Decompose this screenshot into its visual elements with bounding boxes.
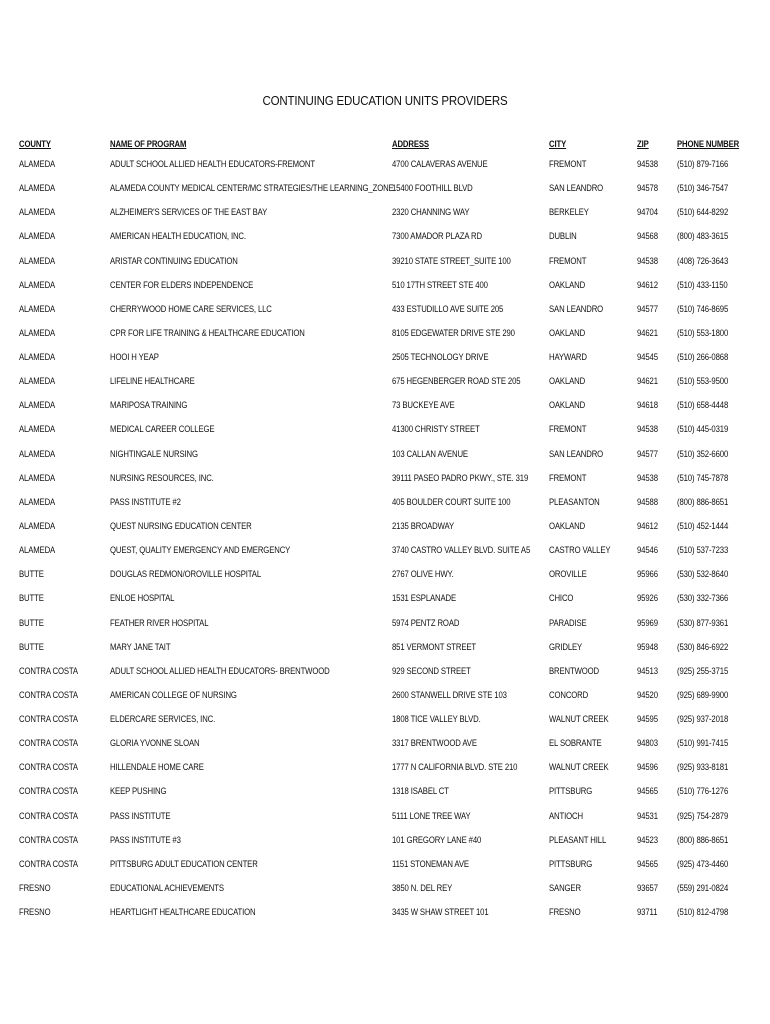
cell-zip: 94565 — [637, 786, 658, 797]
cell-phone: (510) 537-7233 — [677, 545, 729, 556]
cell-phone: (510) 879-7166 — [677, 159, 729, 169]
cell-phone: (530) 846-6922 — [677, 641, 729, 652]
table-row — [0, 207, 770, 221]
table-row — [0, 400, 770, 414]
cell-zip: 94531 — [637, 810, 658, 821]
cell-address: 510 17TH STREET STE 400 — [392, 279, 488, 290]
cell-program: DOUGLAS REDMON/OROVILLE HOSPITAL — [110, 569, 261, 580]
cell-phone: (510) 745-7878 — [677, 472, 729, 483]
cell-address: 5974 PENTZ ROAD — [392, 617, 460, 628]
cell-program: LIFELINE HEALTHCARE — [110, 376, 195, 387]
cell-phone: (800) 886-8651 — [677, 496, 729, 507]
cell-city: FREMONT — [549, 255, 587, 266]
table-row — [0, 304, 770, 318]
cell-city: GRIDLEY — [549, 641, 583, 652]
cell-address: 1318 ISABEL CT — [392, 786, 449, 797]
cell-city: BRENTWOOD — [549, 665, 600, 676]
cell-address: 3740 CASTRO VALLEY BLVD. SUITE A5 — [392, 545, 531, 556]
cell-phone: (530) 332-7366 — [677, 593, 729, 604]
cell-program: CPR FOR LIFE TRAINING & HEALTHCARE EDUCATION — [110, 327, 305, 338]
cell-zip: 94538 — [637, 255, 658, 266]
cell-city: ANTIOCH — [549, 810, 583, 821]
cell-program: PITTSBURG ADULT EDUCATION CENTER — [110, 858, 258, 869]
cell-address: 7300 AMADOR PLAZA RD — [392, 231, 482, 242]
cell-address: 851 VERMONT STREET — [392, 641, 476, 652]
cell-city: CONCORD — [549, 689, 589, 700]
cell-program: ARISTAR CONTINUING EDUCATION — [110, 255, 238, 266]
cell-zip: 94612 — [637, 279, 658, 290]
cell-county: ALAMEDA — [19, 279, 56, 290]
cell-address: 405 BOULDER COURT SUITE 100 — [392, 496, 511, 507]
cell-county: ALAMEDA — [19, 327, 56, 338]
table-row — [0, 449, 770, 463]
cell-phone: (800) 483-3615 — [677, 231, 729, 242]
cell-address: 1151 STONEMAN AVE — [392, 858, 469, 869]
table-row — [0, 545, 770, 559]
cell-county: FRESNO — [19, 882, 51, 893]
cell-zip: 94513 — [637, 665, 658, 676]
cell-phone: (510) 433-1150 — [677, 279, 728, 290]
cell-county: CONTRA COSTA — [19, 786, 78, 797]
cell-county: CONTRA COSTA — [19, 665, 78, 676]
cell-phone: (925) 937-2018 — [677, 714, 729, 724]
cell-zip: 94568 — [637, 231, 658, 242]
cell-county: ALAMEDA — [19, 255, 56, 266]
cell-phone: (408) 726-3643 — [677, 255, 729, 266]
cell-city: PITTSBURG — [549, 786, 593, 797]
cell-program: FEATHER RIVER HOSPITAL — [110, 617, 209, 628]
cell-city: FRESNO — [549, 907, 581, 917]
cell-program: PASS INSTITUTE — [110, 810, 171, 821]
header-county: COUNTY — [19, 139, 51, 149]
cell-zip: 94546 — [637, 545, 658, 556]
cell-city: DUBLIN — [549, 231, 577, 242]
cell-city: FREMONT — [549, 159, 587, 169]
cell-phone: (925) 933-8181 — [677, 762, 729, 773]
cell-city: PLEASANT HILL — [549, 834, 607, 845]
cell-address: 1808 TICE VALLEY BLVD. — [392, 714, 481, 724]
cell-county: FRESNO — [19, 907, 51, 917]
table-row — [0, 642, 770, 656]
cell-city: BERKELEY — [549, 207, 589, 218]
table-row — [0, 256, 770, 270]
cell-phone: (510) 266-0868 — [677, 352, 729, 362]
table-row — [0, 280, 770, 294]
cell-zip: 95948 — [637, 641, 658, 652]
cell-zip: 94621 — [637, 376, 658, 387]
cell-county: BUTTE — [19, 641, 44, 652]
cell-county: CONTRA COSTA — [19, 714, 78, 724]
cell-program: NURSING RESOURCES, INC. — [110, 472, 214, 483]
cell-city: PLEASANTON — [549, 496, 600, 507]
cell-city: WALNUT CREEK — [549, 762, 609, 773]
cell-county: ALAMEDA — [19, 159, 56, 169]
table-row — [0, 593, 770, 607]
cell-address: 103 CALLAN AVENUE — [392, 448, 468, 459]
cell-phone: (510) 553-1800 — [677, 327, 729, 338]
cell-zip: 94595 — [637, 714, 658, 724]
table-row — [0, 835, 770, 849]
table-row — [0, 497, 770, 511]
cell-city: CHICO — [549, 593, 574, 604]
cell-city: SANGER — [549, 882, 581, 893]
cell-address: 39210 STATE STREET_SUITE 100 — [392, 255, 511, 266]
table-row — [0, 811, 770, 825]
table-row — [0, 328, 770, 342]
cell-zip: 94520 — [637, 689, 658, 700]
cell-address: 929 SECOND STREET — [392, 665, 471, 676]
cell-county: ALAMEDA — [19, 400, 56, 411]
cell-program: ADULT SCHOOL ALLIED HEALTH EDUCATORS-FREMONT — [110, 159, 315, 169]
cell-phone: (510) 352-6600 — [677, 448, 729, 459]
table-row — [0, 859, 770, 873]
header-phone: PHONE NUMBER — [677, 139, 740, 149]
cell-program: CENTER FOR ELDERS INDEPENDENCE — [110, 279, 254, 290]
cell-address: 73 BUCKEYE AVE — [392, 400, 455, 411]
header-program: NAME OF PROGRAM — [110, 139, 187, 149]
cell-county: CONTRA COSTA — [19, 689, 78, 700]
cell-address: 5111 LONE TREE WAY — [392, 810, 471, 821]
cell-address: 2767 OLIVE HWY. — [392, 569, 454, 580]
cell-program: KEEP PUSHING — [110, 786, 167, 797]
header-city: CITY — [549, 139, 567, 149]
cell-city: FREMONT — [549, 424, 587, 435]
cell-phone: (925) 689-9900 — [677, 689, 729, 700]
cell-phone: (530) 532-8640 — [677, 569, 729, 580]
cell-program: HEARTLIGHT HEALTHCARE EDUCATION — [110, 907, 256, 917]
cell-zip: 94565 — [637, 858, 658, 869]
cell-phone: (510) 452-1444 — [677, 521, 729, 531]
cell-program: HILLENDALE HOME CARE — [110, 762, 204, 773]
cell-phone: (925) 754-2879 — [677, 810, 729, 821]
cell-zip: 94577 — [637, 303, 658, 314]
cell-program: CHERRYWOOD HOME CARE SERVICES, LLC — [110, 303, 272, 314]
table-row — [0, 424, 770, 438]
cell-county: CONTRA COSTA — [19, 738, 78, 749]
cell-zip: 95926 — [637, 593, 658, 604]
cell-phone: (530) 877-9361 — [677, 617, 729, 628]
cell-phone: (510) 346-7547 — [677, 183, 729, 194]
cell-address: 2135 BROADWAY — [392, 521, 454, 531]
cell-address: 2505 TECHNOLOGY DRIVE — [392, 352, 489, 362]
cell-program: QUEST, QUALITY EMERGENCY AND EMERGENCY — [110, 545, 291, 556]
cell-phone: (925) 255-3715 — [677, 665, 729, 676]
cell-address: 433 ESTUDILLO AVE SUITE 205 — [392, 303, 504, 314]
cell-zip: 94538 — [637, 472, 658, 483]
cell-county: CONTRA COSTA — [19, 762, 78, 773]
cell-city: PITTSBURG — [549, 858, 593, 869]
cell-city: OAKLAND — [549, 327, 586, 338]
table-row — [0, 883, 770, 897]
table-header-row — [0, 139, 770, 153]
cell-program: ENLOE HOSPITAL — [110, 593, 175, 604]
cell-program: QUEST NURSING EDUCATION CENTER — [110, 521, 252, 531]
cell-program: GLORIA YVONNE SLOAN — [110, 738, 200, 749]
cell-city: CASTRO VALLEY — [549, 545, 611, 556]
cell-city: FREMONT — [549, 472, 587, 483]
cell-city: WALNUT CREEK — [549, 714, 609, 724]
cell-city: SAN LEANDRO — [549, 183, 604, 194]
cell-zip: 93711 — [637, 907, 658, 917]
cell-zip: 94618 — [637, 400, 658, 411]
table-row — [0, 183, 770, 197]
table-row — [0, 231, 770, 245]
cell-city: SAN LEANDRO — [549, 448, 604, 459]
cell-county: ALAMEDA — [19, 521, 56, 531]
cell-city: OAKLAND — [549, 279, 586, 290]
table-row — [0, 786, 770, 800]
cell-phone: (510) 553-9500 — [677, 376, 729, 387]
cell-county: ALAMEDA — [19, 545, 56, 556]
cell-address: 1777 N CALIFORNIA BLVD. STE 210 — [392, 762, 518, 773]
cell-zip: 94596 — [637, 762, 658, 773]
cell-program: MARY JANE TAIT — [110, 641, 171, 652]
cell-county: BUTTE — [19, 593, 44, 604]
cell-program: ALZHEIMER'S SERVICES OF THE EAST BAY — [110, 207, 268, 218]
cell-address: 675 HEGENBERGER ROAD STE 205 — [392, 376, 521, 387]
cell-zip: 94803 — [637, 738, 658, 749]
cell-zip: 94538 — [637, 159, 658, 169]
cell-phone: (510) 991-7415 — [677, 738, 729, 749]
cell-address: 39111 PASEO PADRO PKWY., STE. 319 — [392, 472, 529, 483]
table-row — [0, 666, 770, 680]
cell-zip: 94588 — [637, 496, 658, 507]
cell-program: PASS INSTITUTE #3 — [110, 834, 181, 845]
cell-program: HOOI H YEAP — [110, 352, 159, 362]
cell-program: PASS INSTITUTE #2 — [110, 496, 181, 507]
cell-county: ALAMEDA — [19, 472, 56, 483]
table-row — [0, 618, 770, 632]
cell-program: ELDERCARE SERVICES, INC. — [110, 714, 216, 724]
cell-county: ALAMEDA — [19, 303, 56, 314]
cell-program: MARIPOSA TRAINING — [110, 400, 188, 411]
cell-phone: (925) 473-4460 — [677, 858, 729, 869]
cell-program: ADULT SCHOOL ALLIED HEALTH EDUCATORS- BRENTWOOD — [110, 665, 330, 676]
cell-zip: 94612 — [637, 521, 658, 531]
cell-zip: 95966 — [637, 569, 658, 580]
cell-zip: 95969 — [637, 617, 658, 628]
cell-county: ALAMEDA — [19, 424, 56, 435]
cell-zip: 93657 — [637, 882, 658, 893]
cell-county: ALAMEDA — [19, 376, 56, 387]
cell-zip: 94545 — [637, 352, 658, 362]
table-row — [0, 473, 770, 487]
table-row — [0, 714, 770, 728]
table-row — [0, 690, 770, 704]
cell-address: 2600 STANWELL DRIVE STE 103 — [392, 689, 507, 700]
cell-county: CONTRA COSTA — [19, 834, 78, 845]
table-row — [0, 521, 770, 535]
cell-city: OROVILLE — [549, 569, 587, 580]
table-row — [0, 738, 770, 752]
cell-zip: 94621 — [637, 327, 658, 338]
cell-address: 3850 N. DEL REY — [392, 882, 453, 893]
cell-city: EL SOBRANTE — [549, 738, 602, 749]
cell-phone: (510) 644-8292 — [677, 207, 729, 218]
cell-zip: 94523 — [637, 834, 658, 845]
cell-phone: (510) 445-0319 — [677, 424, 729, 435]
cell-zip: 94577 — [637, 448, 658, 459]
cell-county: BUTTE — [19, 569, 44, 580]
page-title: CONTINUING EDUCATION UNITS PROVIDERS — [262, 94, 508, 108]
cell-phone: (510) 812-4798 — [677, 907, 729, 917]
table-row — [0, 907, 770, 921]
cell-city: OAKLAND — [549, 521, 586, 531]
table-row — [0, 762, 770, 776]
cell-county: ALAMEDA — [19, 183, 56, 194]
cell-zip: 94578 — [637, 183, 658, 194]
cell-city: OAKLAND — [549, 376, 586, 387]
cell-address: 101 GREGORY LANE #40 — [392, 834, 482, 845]
cell-city: SAN LEANDRO — [549, 303, 604, 314]
cell-program: AMERICAN HEALTH EDUCATION, INC. — [110, 231, 246, 242]
cell-city: OAKLAND — [549, 400, 586, 411]
table-row — [0, 569, 770, 583]
cell-address: 3435 W SHAW STREET 101 — [392, 907, 489, 917]
cell-county: BUTTE — [19, 617, 44, 628]
cell-county: ALAMEDA — [19, 496, 56, 507]
cell-address: 2320 CHANNING WAY — [392, 207, 470, 218]
cell-phone: (510) 746-8695 — [677, 303, 729, 314]
cell-address: 8105 EDGEWATER DRIVE STE 290 — [392, 327, 515, 338]
cell-address: 41300 CHRISTY STREET — [392, 424, 480, 435]
cell-zip: 94704 — [637, 207, 658, 218]
cell-phone: (559) 291-0824 — [677, 882, 729, 893]
cell-program: AMERICAN COLLEGE OF NURSING — [110, 689, 237, 700]
cell-county: ALAMEDA — [19, 448, 56, 459]
cell-phone: (800) 886-8651 — [677, 834, 729, 845]
cell-city: PARADISE — [549, 617, 587, 628]
cell-county: ALAMEDA — [19, 207, 56, 218]
cell-program: MEDICAL CAREER COLLEGE — [110, 424, 215, 435]
cell-address: 15400 FOOTHILL BLVD — [392, 183, 473, 194]
cell-program: EDUCATIONAL ACHIEVEMENTS — [110, 882, 224, 893]
cell-county: CONTRA COSTA — [19, 858, 78, 869]
cell-address: 3317 BRENTWOOD AVE — [392, 738, 477, 749]
cell-zip: 94538 — [637, 424, 658, 435]
cell-program: NIGHTINGALE NURSING — [110, 448, 198, 459]
cell-county: ALAMEDA — [19, 352, 56, 362]
cell-address: 4700 CALAVERAS AVENUE — [392, 159, 488, 169]
cell-address: 1531 ESPLANADE — [392, 593, 457, 604]
table-row — [0, 352, 770, 366]
header-address: ADDRESS — [392, 139, 429, 149]
cell-phone: (510) 658-4448 — [677, 400, 729, 411]
cell-city: HAYWARD — [549, 352, 587, 362]
table-row — [0, 159, 770, 173]
cell-county: ALAMEDA — [19, 231, 56, 242]
cell-program: ALAMEDA COUNTY MEDICAL CENTER/MC STRATEGIES/THE LEARNING_ZONE — [110, 183, 394, 194]
cell-phone: (510) 776-1276 — [677, 786, 729, 797]
cell-county: CONTRA COSTA — [19, 810, 78, 821]
header-zip: ZIP — [637, 139, 649, 149]
table-row — [0, 376, 770, 390]
